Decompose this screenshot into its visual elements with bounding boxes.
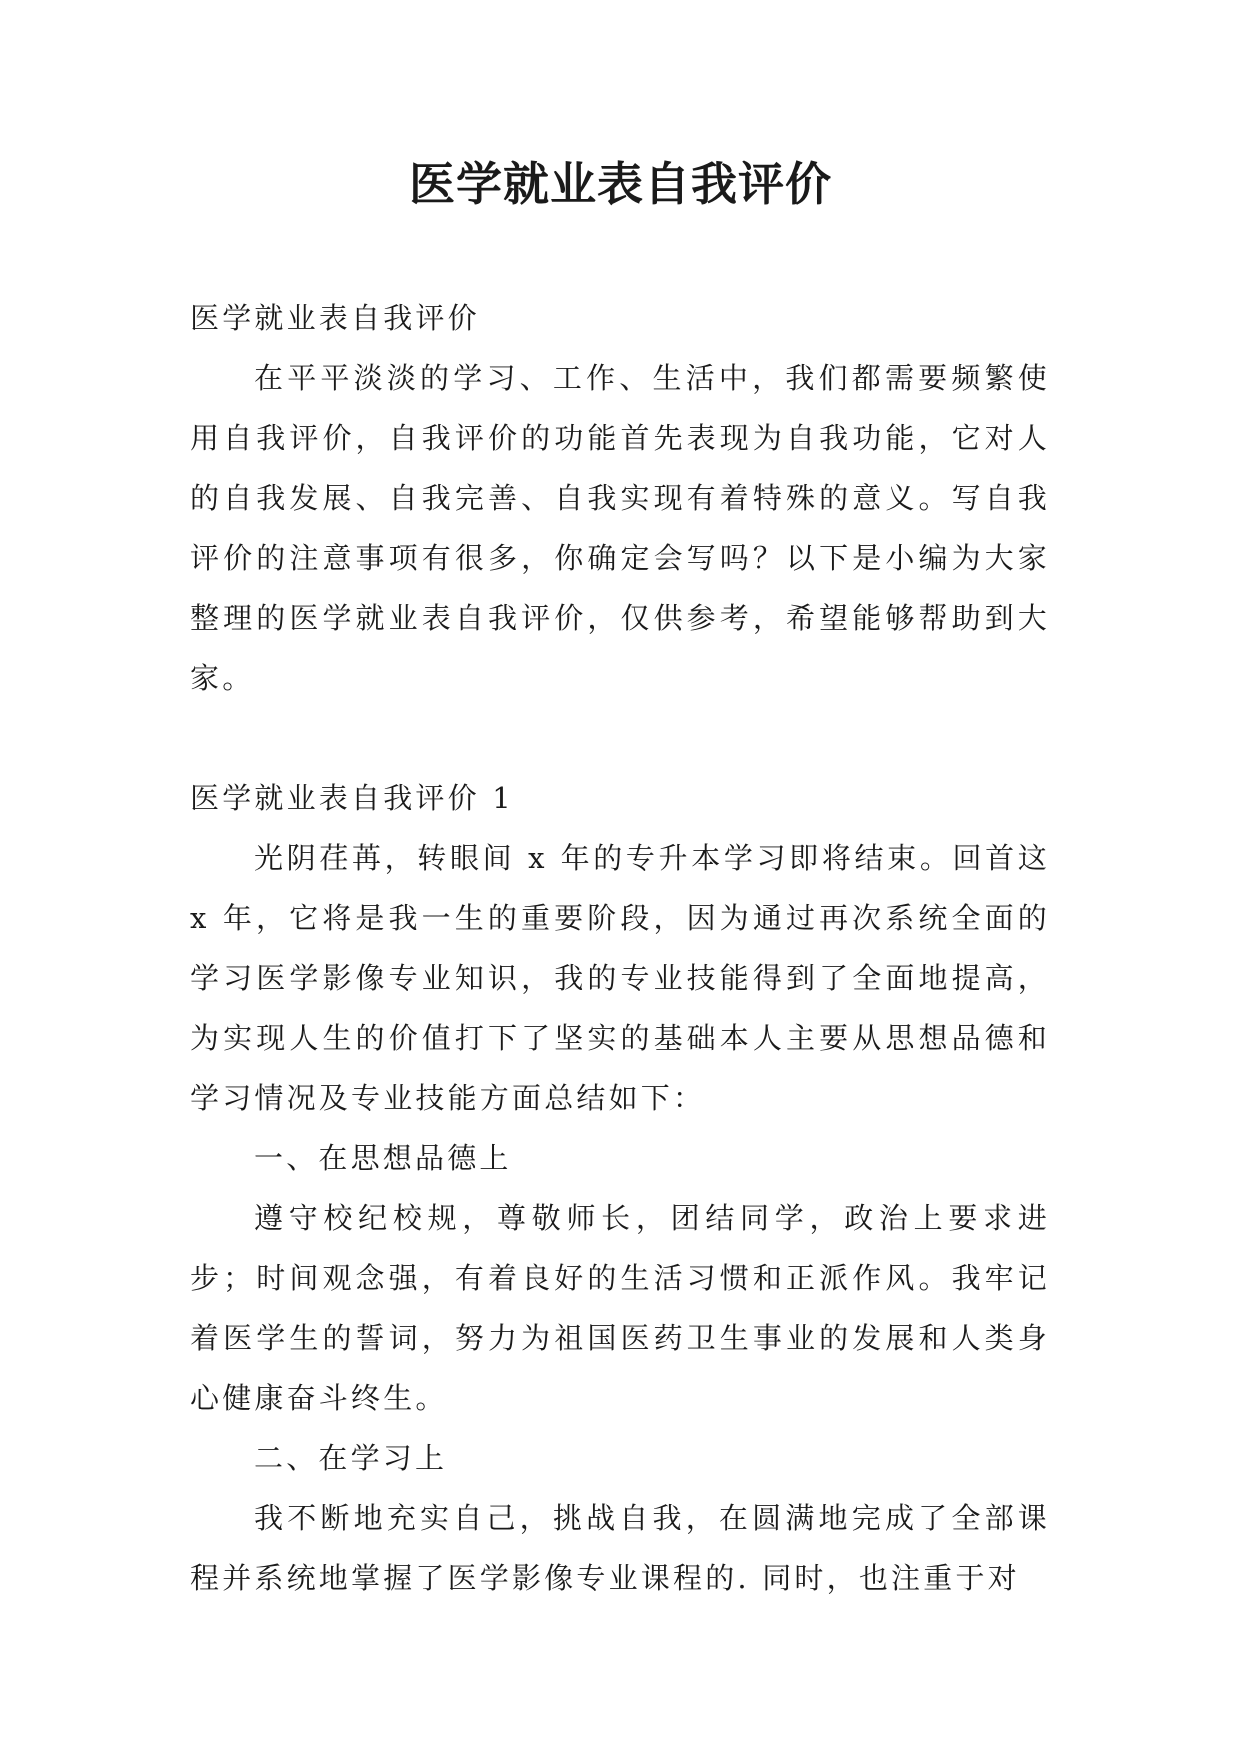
moral-paragraph: 遵守校纪校规，尊敬师长，团结同学，政治上要求进步；时间观念强，有着良好的生活习惯和正派作风。我牢记着医学生的誓词，努力为祖国医药卫生事业的发展和人类身心健康奋斗终生。: [190, 1201, 1050, 1415]
paragraph-spacer: [190, 708, 1050, 768]
section-heading-study: 二、在学习上: [254, 1441, 448, 1475]
section-title: 医学就业表自我评价 1: [190, 781, 514, 815]
section-paragraph: 光阴荏苒，转眼间 x 年的专升本学习即将结束。回首这 x 年，它将是我一生的重要阶段，因为通过再次系统全面的学习医学影像专业知识，我的专业技能得到了全面地提高，为实现人生的价值打下了坚实的基础本人主要从思想品德和学习情况及专业技能方面总结如下：: [190, 841, 1050, 1115]
intro-paragraph: 在平平淡淡的学习、工作、生活中，我们都需要频繁使用自我评价，自我评价的功能首先表现为自我功能，它对人的自我发展、自我完善、自我实现有着特殊的意义。写自我评价的注意事项有很多，你确定会写吗？以下是小编为大家整理的医学就业表自我评价，仅供参考，希望能够帮助到大家。: [190, 361, 1050, 695]
study-paragraph: 我不断地充实自己，挑战自我，在圆满地完成了全部课程并系统地掌握了医学影像专业课程的. 同时，也注重于对: [190, 1501, 1050, 1595]
document-title: 医学就业表自我评价: [409, 157, 832, 211]
section-heading-moral: 一、在思想品德上: [254, 1141, 512, 1175]
document-subtitle: 医学就业表自我评价: [190, 301, 480, 335]
document-body: [190, 288, 1050, 1608]
